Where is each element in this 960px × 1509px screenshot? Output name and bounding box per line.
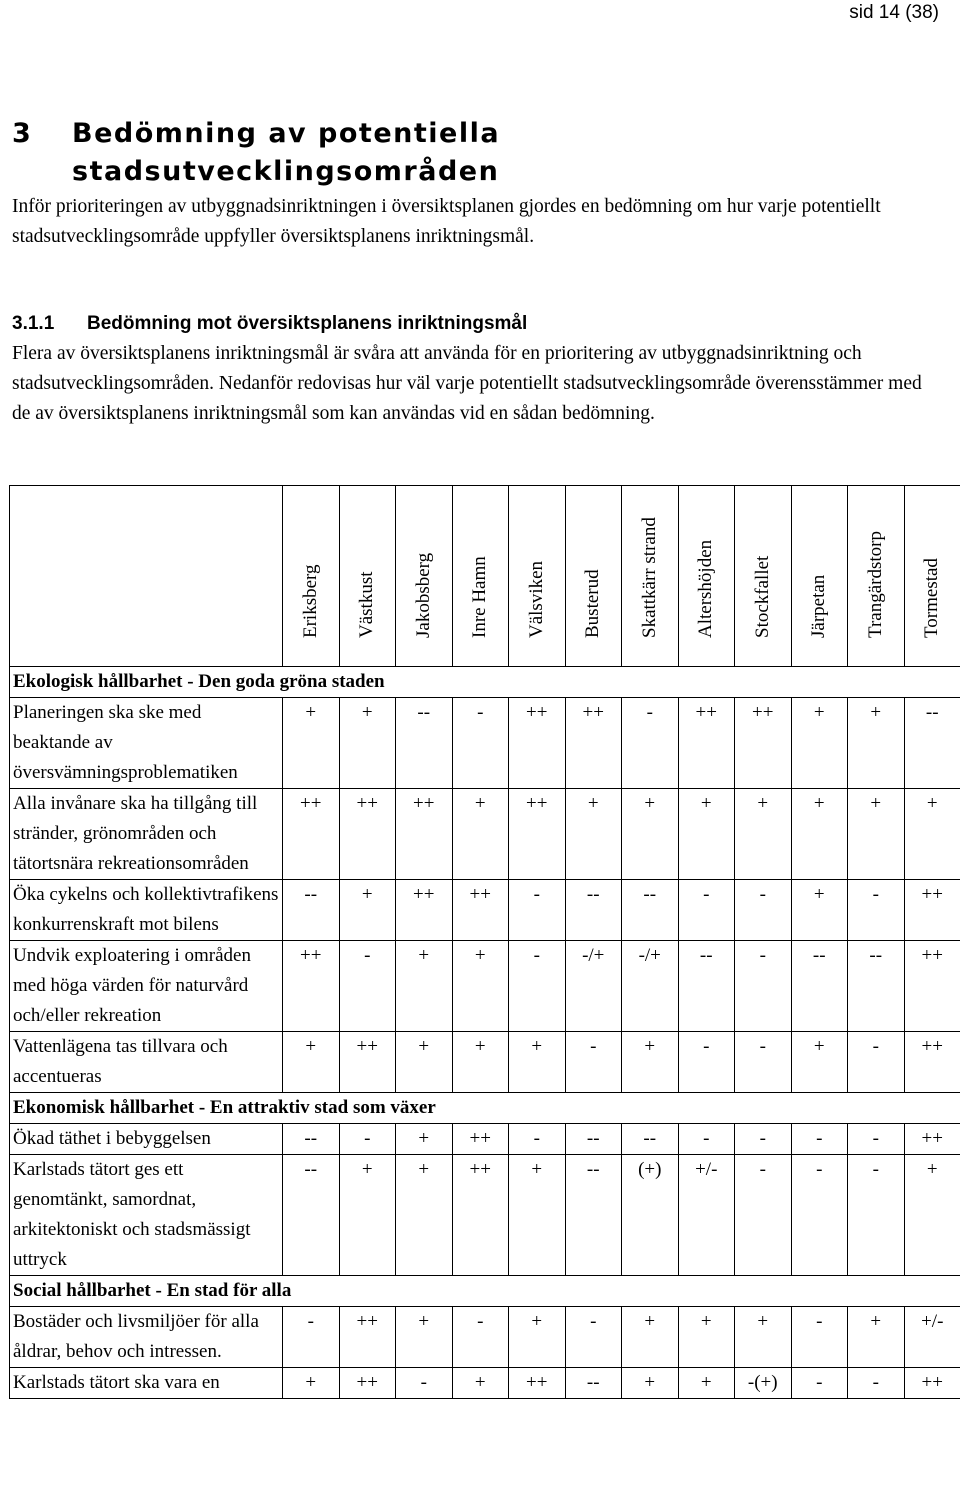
rating-cell: --: [283, 1155, 340, 1276]
table-row: [10, 1307, 960, 1368]
area-label: Eriksberg: [299, 564, 321, 638]
section-number: 3: [12, 118, 33, 149]
area-label: Altershöjden: [695, 539, 717, 638]
column-header: [509, 486, 566, 667]
rating-cell: ++: [283, 789, 340, 880]
body-paragraph: Flera av översiktsplanens inriktningsmål är svåra att använda för en prioritering av utbyggnadsinriktning och stadsutvecklingsområden. Nedanför redovisas hur väl varje potentiellt stadsutvecklingsområde överensstämmer med de av översiktsplanens inriktningsmål som kan användas vid en sådan bedömning.: [12, 343, 922, 424]
goal-label: Undvik exploatering i områden med höga värden för naturvård och/eller rekreation: [10, 941, 283, 1032]
column-header: [791, 486, 848, 667]
rating-cell: ++: [339, 1307, 396, 1368]
assessment-table: [9, 485, 960, 1399]
rating-cell: +: [848, 789, 905, 880]
table-row: [10, 698, 960, 789]
column-header: [678, 486, 735, 667]
goal-label: Bostäder och livsmiljöer för alla åldrar, behov och intressen.: [10, 1307, 283, 1368]
section-title: Bedömning av potentiella stadsutvecklingsområden: [72, 118, 501, 187]
rating-cell: ++: [452, 1124, 509, 1155]
rating-cell: +: [791, 880, 848, 941]
rating-cell: ++: [904, 1032, 960, 1093]
rating-cell: -: [396, 1368, 453, 1399]
rating-cell: -: [452, 1307, 509, 1368]
rating-cell: +: [283, 1032, 340, 1093]
rating-cell: +: [678, 1368, 735, 1399]
rating-cell: -: [339, 941, 396, 1032]
goal-label: Karlstads tätort ges ett genomtänkt, samordnat, arkitektoniskt och stadsmässigt uttryck: [10, 1155, 283, 1276]
rating-cell: +: [396, 1124, 453, 1155]
rating-cell: --: [565, 1368, 622, 1399]
rating-cell: +: [791, 698, 848, 789]
rating-cell: -: [735, 941, 792, 1032]
column-header: [283, 486, 340, 667]
rating-cell: -: [565, 1307, 622, 1368]
table-row: [10, 1155, 960, 1276]
column-header: [339, 486, 396, 667]
rating-cell: +: [678, 1307, 735, 1368]
goal-label: Vattenlägena tas tillvara och accentueras: [10, 1032, 283, 1093]
area-label: Busterud: [582, 569, 604, 638]
rating-cell: +: [396, 1307, 453, 1368]
rating-cell: --: [678, 941, 735, 1032]
rating-cell: +: [396, 1155, 453, 1276]
rating-cell: -: [509, 880, 566, 941]
table-row: [10, 880, 960, 941]
rating-cell: --: [622, 880, 679, 941]
rating-cell: ++: [339, 1032, 396, 1093]
column-header: [452, 486, 509, 667]
rating-cell: -: [622, 698, 679, 789]
rating-cell: +: [791, 789, 848, 880]
rating-cell: +: [339, 698, 396, 789]
rating-cell: +: [339, 1155, 396, 1276]
table-row: [10, 1032, 960, 1093]
goal-label: Ökad täthet i bebyggelsen: [10, 1124, 283, 1155]
rating-cell: +: [622, 1368, 679, 1399]
section-title-cell: Ekonomisk hållbarhet - En attraktiv stad som växer: [10, 1093, 960, 1124]
rating-cell: +: [396, 941, 453, 1032]
rating-cell: +: [283, 1368, 340, 1399]
rating-cell: ++: [904, 880, 960, 941]
rating-cell: -: [848, 1368, 905, 1399]
area-label: Järpetan: [808, 574, 830, 638]
rating-cell: -: [791, 1155, 848, 1276]
rating-cell: +: [565, 789, 622, 880]
goal-label: Planeringen ska ske med beaktande av översvämningsproblematiken: [10, 698, 283, 789]
rating-cell: ++: [678, 698, 735, 789]
rating-cell: -: [735, 1124, 792, 1155]
rating-cell: -/+: [622, 941, 679, 1032]
table-header-row: [10, 486, 960, 667]
rating-cell: -: [452, 698, 509, 789]
page-number: sid 14 (38): [849, 2, 939, 23]
rating-cell: ++: [509, 1368, 566, 1399]
subsection-heading: [12, 313, 527, 335]
rating-cell: +: [622, 1307, 679, 1368]
area-label: Trangärdstorp: [864, 531, 886, 638]
subsection-title: Bedömning mot översiktsplanens inriktningsmål: [87, 313, 528, 334]
rating-cell: +: [509, 1032, 566, 1093]
rating-cell: +: [622, 789, 679, 880]
area-label: Välsviken: [525, 560, 547, 638]
rating-cell: +/-: [904, 1307, 960, 1368]
rating-cell: +/-: [678, 1155, 735, 1276]
rating-cell: -: [735, 880, 792, 941]
rating-cell: --: [565, 1155, 622, 1276]
rating-cell: +: [904, 789, 960, 880]
intro-paragraph: Inför prioriteringen av utbyggnadsinriktningen i översiktsplanen gjordes en bedömning om hur varje potentiellt stadsutvecklingsområde uppfyller översiktsplanens inriktningsmål.: [12, 196, 881, 247]
column-header: [565, 486, 622, 667]
rating-cell: -: [791, 1124, 848, 1155]
section-title-cell: Ekologisk hållbarhet - Den goda gröna staden: [10, 667, 960, 698]
goal-label: Öka cykelns och kollektivtrafikens konkurrenskraft mot bilens: [10, 880, 283, 941]
rating-cell: --: [565, 880, 622, 941]
rating-cell: --: [848, 941, 905, 1032]
rating-cell: -: [791, 1368, 848, 1399]
rating-cell: -: [678, 880, 735, 941]
rating-cell: +: [396, 1032, 453, 1093]
rating-cell: -: [848, 1032, 905, 1093]
column-header: [904, 486, 960, 667]
rating-cell: +: [904, 1155, 960, 1276]
rating-cell: -: [735, 1032, 792, 1093]
area-label: Jakobsberg: [412, 552, 434, 638]
section-row: [10, 1276, 960, 1307]
rating-cell: -: [678, 1124, 735, 1155]
rating-cell: ++: [904, 941, 960, 1032]
rating-cell: --: [791, 941, 848, 1032]
rating-cell: +: [452, 1368, 509, 1399]
section-heading: [12, 115, 632, 191]
column-header: [848, 486, 905, 667]
rating-cell: -: [678, 1032, 735, 1093]
rating-cell: +: [283, 698, 340, 789]
rating-cell: ++: [396, 789, 453, 880]
rating-cell: ++: [339, 1368, 396, 1399]
table-row: [10, 941, 960, 1032]
table-row: [10, 1124, 960, 1155]
section-row: [10, 667, 960, 698]
column-header: [622, 486, 679, 667]
rating-cell: --: [565, 1124, 622, 1155]
rating-cell: +: [735, 1307, 792, 1368]
rating-cell: -(+): [735, 1368, 792, 1399]
rating-cell: -: [509, 1124, 566, 1155]
area-label: Tormestad: [921, 558, 943, 638]
rating-cell: ++: [904, 1368, 960, 1399]
rating-cell: +: [509, 1155, 566, 1276]
rating-cell: -: [565, 1032, 622, 1093]
rating-cell: ++: [452, 1155, 509, 1276]
rating-cell: --: [283, 1124, 340, 1155]
rating-cell: ++: [565, 698, 622, 789]
rating-cell: -: [735, 1155, 792, 1276]
rating-cell: +: [735, 789, 792, 880]
rating-cell: +: [791, 1032, 848, 1093]
rating-cell: ++: [735, 698, 792, 789]
table-row: [10, 1368, 960, 1399]
rating-cell: +: [452, 789, 509, 880]
rating-cell: -: [339, 1124, 396, 1155]
rating-cell: -: [848, 1124, 905, 1155]
rating-cell: ++: [452, 880, 509, 941]
rating-cell: --: [396, 698, 453, 789]
rating-cell: +: [509, 1307, 566, 1368]
area-label: Skattkärr strand: [638, 517, 660, 638]
section-row: [10, 1093, 960, 1124]
rating-cell: --: [283, 880, 340, 941]
rating-cell: +: [848, 698, 905, 789]
rating-cell: --: [904, 698, 960, 789]
area-label: Västkust: [356, 571, 378, 638]
rating-cell: +: [848, 1307, 905, 1368]
rating-cell: --: [622, 1124, 679, 1155]
rating-cell: +: [452, 941, 509, 1032]
rating-cell: +: [678, 789, 735, 880]
rating-cell: ++: [396, 880, 453, 941]
subsection-number: 3.1.1: [12, 313, 55, 334]
rating-cell: -: [283, 1307, 340, 1368]
rating-cell: -: [848, 1155, 905, 1276]
area-label: Inre Hamn: [469, 556, 491, 638]
rating-cell: (+): [622, 1155, 679, 1276]
rating-cell: ++: [509, 789, 566, 880]
section-title-cell: Social hållbarhet - En stad för alla: [10, 1276, 960, 1307]
rating-cell: -: [791, 1307, 848, 1368]
goal-label: Alla invånare ska ha tillgång till stränder, grönområden och tätortsnära rekreationsområden: [10, 789, 283, 880]
rating-cell: +: [339, 880, 396, 941]
rating-cell: ++: [283, 941, 340, 1032]
goal-label: Karlstads tätort ska vara en: [10, 1368, 283, 1399]
rating-cell: -: [848, 880, 905, 941]
column-header: [735, 486, 792, 667]
table-corner: [10, 486, 283, 667]
rating-cell: -: [509, 941, 566, 1032]
rating-cell: ++: [904, 1124, 960, 1155]
area-label: Stockfallet: [751, 555, 773, 638]
rating-cell: -/+: [565, 941, 622, 1032]
rating-cell: +: [452, 1032, 509, 1093]
rating-cell: ++: [509, 698, 566, 789]
rating-cell: +: [622, 1032, 679, 1093]
rating-cell: ++: [339, 789, 396, 880]
column-header: [396, 486, 453, 667]
table-row: [10, 789, 960, 880]
